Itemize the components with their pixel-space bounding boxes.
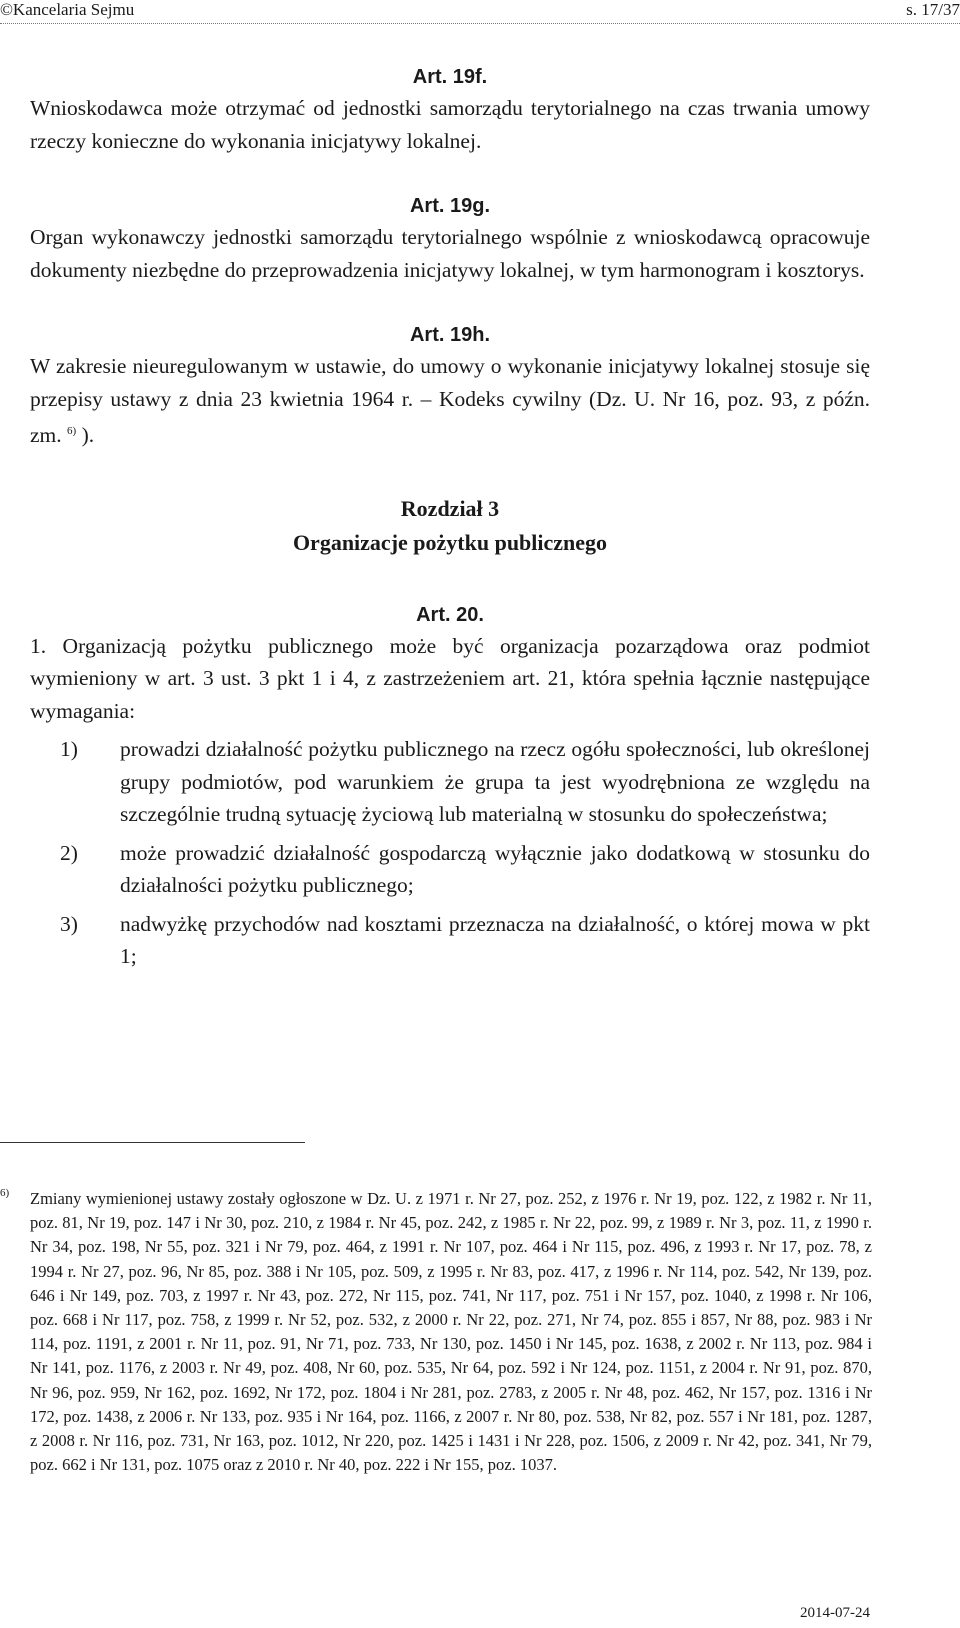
article-19h-body: W zakresie nieuregulowanym w ustawie, do umowy o wykonanie inicjatywy lokalnej stosuje się przepisy ustawy z dnia 23 kwietnia 1964 r. – Kodeks cywilny (Dz. U. Nr 16, poz. 93, z późn. zm.	[30, 354, 870, 448]
document-date: 2014-07-24	[800, 1605, 870, 1621]
footnote-reference: 6)	[67, 425, 77, 437]
header-rule	[0, 23, 960, 24]
article-20-paragraph-1: 1. Organizacją pożytku publicznego może być organizacja pozarządowa oraz podmiot wymieniony w art. 3 ust. 3 pkt 1 i 4, z zastrzeżeniem art. 21, która spełnia łącznie następujące wymagania:	[30, 633, 870, 723]
footnote-mark: 6)	[0, 1187, 10, 1199]
chapter-number: Rozdział 3	[400, 495, 500, 521]
article-20-title: Art. 20.	[416, 603, 484, 626]
list-item-text: może prowadzić działalność gospodarczą wyłącznie jako dodatkową w stosunku do działalności pożytku publicznego;	[120, 840, 870, 898]
article-19h-tail: ).	[81, 423, 95, 448]
article-19h-title: Art. 19h.	[409, 324, 491, 346]
list-item-number: 3)	[60, 911, 78, 936]
chapter-title: Organizacje pożytku publicznego	[292, 529, 608, 555]
list-item-text: prowadzi działalność pożytku publicznego na rzecz ogółu społeczności, lub określonej grupy podmiotów, pod warunkiem że grupa ta jest wyodrębniona ze względu na szczególnie trudną sytuację życiową lub materialną w stosunku do społeczeństwa;	[120, 737, 870, 827]
article-19f-text: Wnioskodawca może otrzymać od jednostki samorządu terytorialnego na czas trwania umowy rzeczy konieczne do wykonania inicjatywy lokalnej.	[30, 96, 870, 153]
article-19g-title: Art. 19g.	[409, 195, 491, 217]
list-item-text: nadwyżkę przychodów nad kosztami przeznacza na działalność, o której mowa w pkt 1;	[120, 911, 870, 969]
list-item-number: 2)	[60, 840, 78, 865]
list-item	[60, 837, 870, 902]
footnote-text: Zmiany wymienionej ustawy zostały ogłoszone w Dz. U. z 1971 r. Nr 27, poz. 252, z 1976 r. Nr 19, poz. 122, z 1982 r. Nr 11, poz. 81, Nr 19, poz. 147 i Nr 30, poz. 210, z 1984 r. Nr 45, poz. 242, z 1985 r. Nr 22, poz. 99, z 1989 r. Nr 3, poz. 11, z 1990 r. Nr 34, poz. 198, Nr 55, poz. 321 i Nr 79, poz. 464, z 1991 r. Nr 107, poz. 464 i Nr 115, poz. 496, z 1993 r. Nr 17, poz. 78, z 1994 r. Nr 27, poz. 96, Nr 85, poz. 388 i Nr 105, poz. 509, z 1995 r. Nr 83, poz. 417, z 1996 r. Nr 114, poz. 542, Nr 139, poz. 646 i Nr 149, poz. 703, z 1997 r. Nr 43, poz. 272, Nr 115, poz. 741, Nr 117, poz. 751 i Nr 157, poz. 1040, z 1998 r. Nr 106, poz. 668 i Nr 117, poz. 758, z 1999 r. Nr 52, poz. 532, z 2000 r. Nr 22, poz. 271, Nr 74, poz. 855 i 857, Nr 88, poz. 983 i Nr 114, poz. 1191, z 2001 r. Nr 11, poz. 91, Nr 71, poz. 733, Nr 130, poz. 1450 i Nr 145, poz. 1638, z 2002 r. Nr 113, poz. 984 i Nr 141, poz. 1176, z 2003 r. Nr 49, poz. 408, Nr 60, poz. 535, Nr 64, poz. 592 i Nr 124, poz. 1151, z 2004 r. Nr 91, poz. 870, Nr 96, poz. 959, Nr 162, poz. 1692, Nr 172, poz. 1804 i Nr 281, poz. 2783, z 2005 r. Nr 48, poz. 462, Nr 157, poz. 1316 i Nr 172, poz. 1438, z 2006 r. Nr 133, poz. 935 i Nr 164, poz. 1166, z 2007 r. Nr 80, poz. 538, Nr 82, poz. 557 i Nr 181, poz. 1287, z 2008 r. Nr 116, poz. 731, Nr 163, poz. 1012, Nr 220, poz. 1425 i 1431 i Nr 228, poz. 1506, z 2009 r. Nr 42, poz. 341, Nr 79, poz. 662 i Nr 131, poz. 1075 oraz z 2010 r. Nr 40, poz. 222 i Nr 155, poz. 1037.	[30, 1189, 872, 1475]
header-source: ©Kancelaria Sejmu	[0, 0, 135, 19]
page-header	[0, 0, 960, 26]
page-number: s. 17/37	[906, 0, 960, 19]
article-19g-text: Organ wykonawczy jednostki samorządu terytorialnego wspólnie z wnioskodawcą opracowuje dokumenty niezbędne do przeprowadzenia inicjatywy lokalnej, w tym harmonogram i kosztorys.	[30, 225, 870, 282]
document-body	[30, 62, 870, 973]
list-item-number: 1)	[60, 737, 78, 762]
footnote-separator	[0, 1142, 305, 1143]
list-item	[60, 908, 870, 973]
article-19h-text	[30, 350, 870, 452]
article-19f-title: Art. 19f.	[412, 66, 488, 88]
list-item	[60, 733, 870, 831]
